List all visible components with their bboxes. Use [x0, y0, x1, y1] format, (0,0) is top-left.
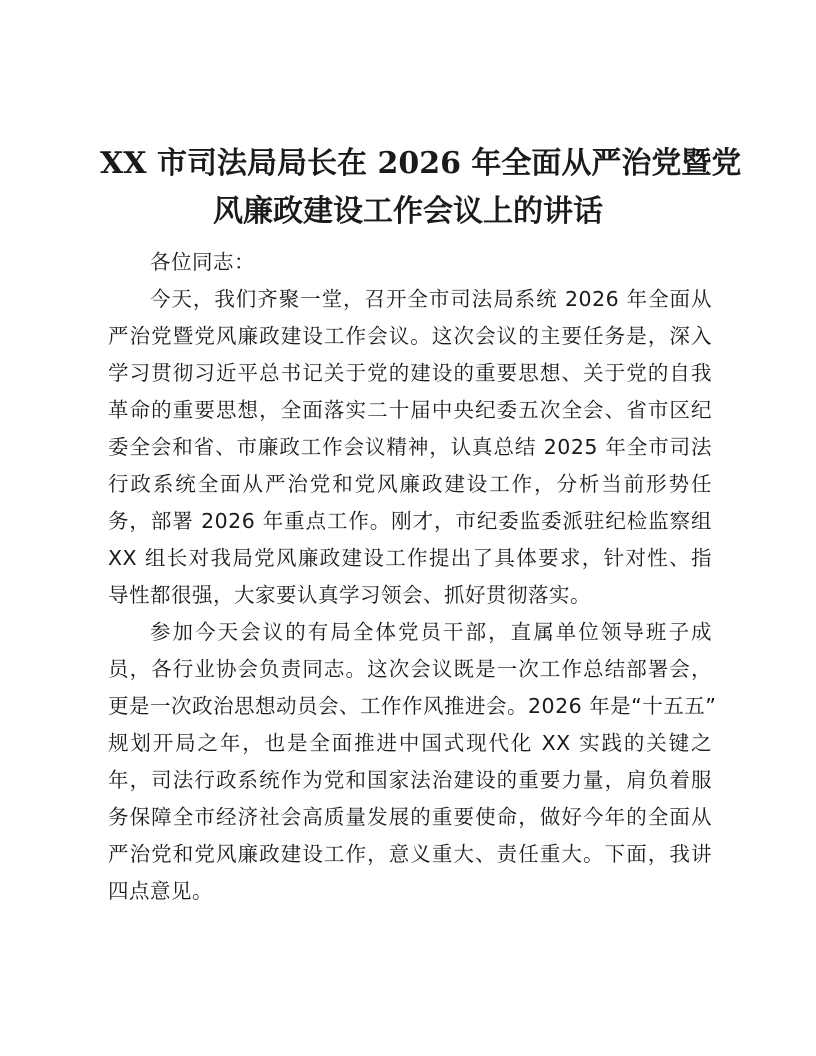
paragraph-2-line: 更是一次政治思想动员会、工作作风推进会。2026 年是“十五五” — [108, 694, 717, 718]
paragraph-1-line: 导性都很强，大家要认真学习领会、抓好贯彻落实。 — [108, 583, 591, 607]
paragraph-2-line: 参加今天会议的有局全体党员干部，直属单位领导班子成 — [150, 620, 712, 644]
paragraph-1-line: 严治党暨党风廉政建设工作会议。这次会议的主要任务是，深入 — [108, 324, 712, 348]
paragraph-2-line: 员，各行业协会负责同志。这次会议既是一次工作总结部署会， — [108, 657, 712, 681]
title-line-2: 风廉政建设工作会议上的讲话 — [213, 194, 603, 229]
document-body — [108, 244, 717, 910]
salutation: 各位同志： — [150, 250, 255, 274]
paragraph-1-line: 学习贯彻习近平总书记关于党的建设的重要思想、关于党的自我 — [108, 361, 712, 385]
title-line-1: XX 市司法局局长在 2026 年全面从严治党暨党 — [100, 146, 742, 181]
paragraph-1 — [108, 281, 712, 614]
paragraph-1-line: 委全会和省、市廉政工作会议精神，认真总结 2025 年全市司法 — [108, 435, 712, 459]
paragraph-2-line: 严治党和党风廉政建设工作，意义重大、责任重大。下面，我讲 — [108, 842, 712, 866]
paragraph-2-line: 规划开局之年，也是全面推进中国式现代化 XX 实践的关键之 — [108, 731, 712, 755]
paragraph-1-line: 行政系统全面从严治党和党风廉政建设工作，分析当前形势任 — [108, 472, 712, 496]
paragraph-1-line: 务，部署 2026 年重点工作。刚才，市纪委监委派驻纪检监察组 — [108, 509, 712, 533]
paragraph-1-line: XX 组长对我局党风廉政建设工作提出了具体要求，针对性、指 — [108, 546, 712, 570]
paragraph-2-line: 务保障全市经济社会高质量发展的重要使命，做好今年的全面从 — [108, 805, 712, 829]
paragraph-1-line: 今天，我们齐聚一堂，召开全市司法局系统 2026 年全面从 — [150, 287, 712, 311]
paragraph-2-line: 四点意见。 — [108, 879, 213, 903]
document-title — [100, 140, 742, 236]
paragraph-2-line: 年，司法行政系统作为党和国家法治建设的重要力量，肩负着服 — [108, 768, 712, 792]
paragraph-2 — [108, 614, 717, 910]
paragraph-1-line: 革命的重要思想，全面落实二十届中央纪委五次全会、省市区纪 — [108, 398, 712, 422]
